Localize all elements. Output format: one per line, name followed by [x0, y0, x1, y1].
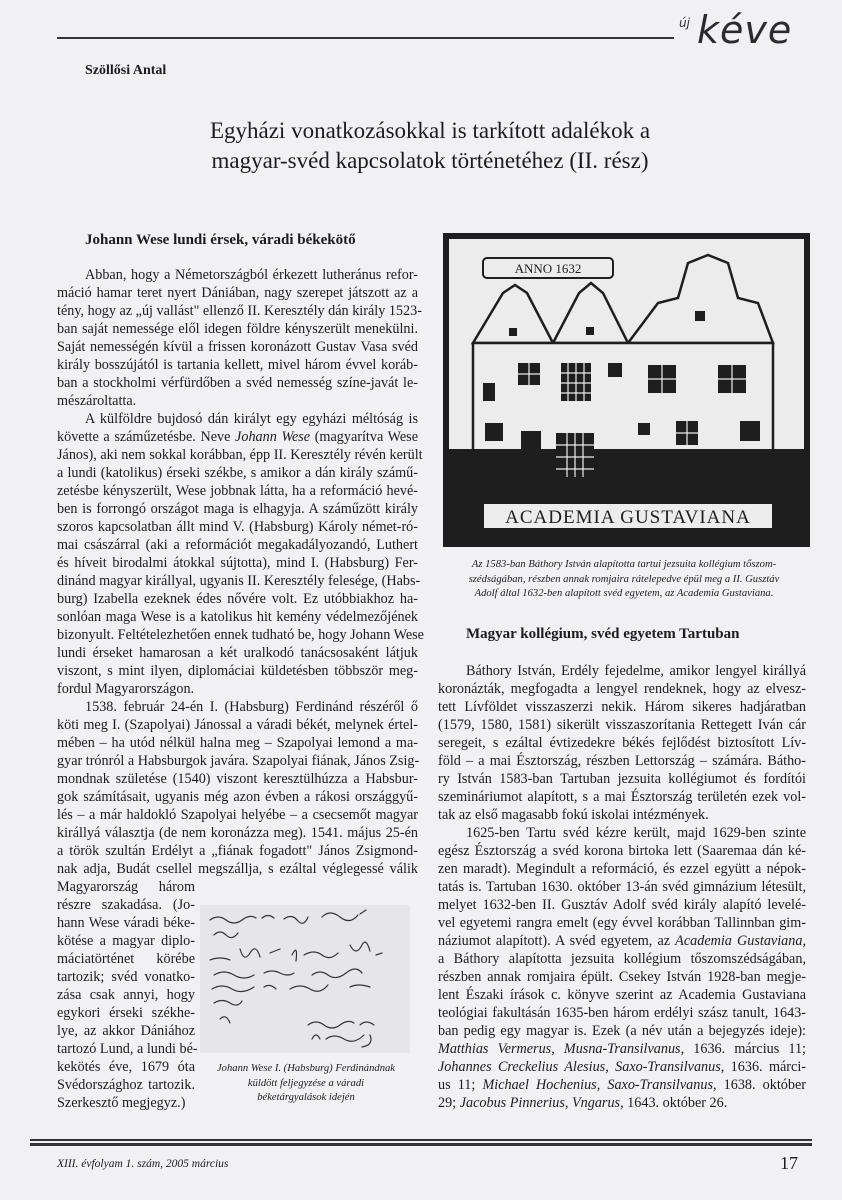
text-line: (1579, 1580, 1581) sikerült visszaszorítania Rettegett Iván cár [438, 717, 806, 733]
italic-text: Michael Hochenius, Saxo-Transilvanus [482, 1077, 713, 1093]
text-line: szemináriumot alapított, s a mai Észtország területén ezek vol- [438, 789, 806, 805]
text-line: ban saját nemessége elől idegen földre kényszerült menekülni. [57, 321, 418, 337]
handwritten-note-image [200, 905, 410, 1053]
italic-text: Academia Gustaviana, [675, 933, 806, 949]
text-segment: us 11; [438, 1077, 483, 1093]
text-line: viszont, s mint ilyen, diplomáciai küldetésben többször meg- [57, 663, 418, 679]
text-line: zetésbe kényszerült, Wese jobbnak látta, ha a reformáció hevé- [57, 483, 418, 499]
footer-rule-top [30, 1139, 812, 1141]
caption-line: Johann Wese I. (Habsburg) Ferdinándnak [216, 1063, 395, 1074]
text-line: ry István 1583-ban Tartuban jezsuita kollégiumot és fordítói [438, 771, 806, 787]
text-line: bizonyult. Feltételezhetően ennek tudható be, hogy Johann Wese [57, 627, 424, 643]
text-line: János), aki nem sokkal korábban, épp II. Keresztély révén került [57, 447, 423, 463]
text-line: lye, az akkor Dániához [57, 1023, 195, 1039]
text-line: lundi érseket hamarosan a két uralkodó tanácsosaként látjuk [57, 645, 418, 661]
text-line [438, 1040, 806, 1058]
page-number: 17 [780, 1153, 798, 1173]
text-line: melyet 1632-ben II. Gusztáv Adolf svéd király alapító levelé- [438, 897, 806, 913]
italic-text: Matthias Vermerus, Musna-Transilvanus [438, 1041, 681, 1057]
text-line: A külföldre bujdosó dán királyt egy egyházi méltóság is [85, 411, 418, 427]
italic-text: Johann Wese [235, 429, 311, 445]
handwriting-scribble [200, 905, 410, 1053]
text-line [438, 932, 806, 950]
text-segment: , 1636. márci- [720, 1059, 806, 1075]
text-line: egész Észtország a svéd korona birtoka lett (Saaremaa dán ké- [438, 843, 806, 859]
title-line: Egyházi vonatkozásokkal is tarkított adalékok a [209, 118, 651, 143]
ribbon-text: ACADEMIA GUSTAVIANA [505, 507, 751, 528]
text-line: vel egyetemi rangra emelt (egy évvel korábban Tallinnban gim- [438, 915, 806, 931]
text-line: és híveit birodalmi átokkal sújtotta), mind I. (Habsburg) Fer- [57, 555, 418, 571]
text-line: királlyá választja (de nem koronázza meg). 1541. május 25-én [57, 825, 418, 841]
text-segment: náziumot alapított). A svéd egyetem, az [438, 933, 676, 949]
text-line: ban a stockholmi vérfürdőben a svéd nemesség színe-javát le- [57, 375, 418, 391]
text-line: seregeit, s ezáltal évtizedekre békés fejlődést biztosított Lív- [438, 735, 806, 751]
caption-line: küldött feljegyzése a váradi [247, 1077, 365, 1089]
text-line: király bosszújától is tartania kellett, mivel három évvel koráb- [57, 357, 418, 373]
text-line: koronázták, megfogadta a lengyel rendeknek, hogy az elvesz- [438, 681, 806, 697]
italic-text: Johannes Creckelius Alesius, Saxo-Transilvanus [438, 1059, 721, 1075]
text-line: Saját nemességén kívül a frissen koronázott Gustav Vasa svéd [57, 339, 418, 355]
text-line: gok számításait, ugyanis még azon évben a rákosi országgyű- [57, 789, 418, 805]
text-line: máciatörténet körébe [57, 951, 195, 967]
text-line: a török szultán Erdélyt a „fiának fogadott" János Zsigmond- [57, 843, 418, 859]
left-column-text [57, 266, 424, 878]
section-heading-right: Magyar kollégium, svéd egyetem Tartuban [466, 626, 740, 642]
text-line: sonlóan maga Wese is a katolikus hit kemény védelmezőjének [57, 609, 418, 625]
text-line [57, 428, 418, 446]
text-line: fordul Magyarországon. [57, 681, 195, 697]
left-narrow-text [57, 878, 198, 1112]
text-segment: követte a száműzetésbe. Neve [57, 429, 236, 445]
text-line: Abban, hogy a Németországból érkezett lutheránus refor- [85, 267, 418, 283]
footer-rule-bottom [30, 1143, 812, 1146]
text-segment: , 1636. március 11; [680, 1041, 807, 1057]
text-line: nak adja, Budát csellel megszállja, s ezáltal véglegessé válik [57, 861, 418, 877]
text-line: dinánd magyar királlyal, ugyanis II. Keresztély felesége, (Habs- [57, 573, 421, 589]
text-line: részben annak romjaira épült. Csekey István 1928-ban megje- [438, 969, 806, 985]
caption-line: Az 1583-ban Báthory István alapította tartui jezsuita kollégium tőszom- [471, 559, 777, 570]
text-line: tett Lívföldet visszaszerzi nekik. Három sikeres hadjáratban [438, 699, 806, 715]
text-line: Magyarország három [57, 879, 195, 895]
text-line: kötése a magyar diplo- [57, 933, 195, 949]
text-line: tak az első magasabb fokú iskolai intézmények. [438, 807, 709, 823]
section-heading-left: Johann Wese lundi érsek, váradi békekötő [85, 232, 356, 248]
text-line: szoros kapcsolatban állt mind V. (Habsburg) Károly német-ró- [57, 519, 418, 535]
text-line: hann Wese váradi béke- [57, 915, 195, 931]
text-line: Szerkesztő megjegyz.) [57, 1095, 186, 1111]
text-line: 1538. február 24-én I. (Habsburg) Ferdinánd részéről ő [85, 699, 418, 715]
text-line: gyar trónról a Habsburgok javára. Szapolyai fiának, János Zsig- [57, 753, 420, 769]
text-line: tény, hogy az „új vallást" ellenző II. Keresztély dán király 1523- [57, 303, 422, 319]
text-line: lés – a már haldokló Szapolyai helyébe – a csecsemőt magyar [57, 807, 418, 823]
text-segment: , 1638. október [712, 1077, 806, 1093]
academia-gustaviana-engraving [443, 233, 810, 547]
text-line: Svédországhoz tartozik. [57, 1077, 195, 1093]
text-line: tartozik; svéd vonatko- [57, 969, 195, 985]
text-line: teológiai fakultásán 1635-ben három erdélyi szász tanult, 1643- [438, 1005, 806, 1021]
issue-info: XIII. évfolyam 1. szám, 2005 március [57, 1158, 229, 1170]
text-line: zása csak annyi, hogy [57, 987, 195, 1003]
text-line: máció hamar teret nyert Dániában, nagy szerepet játszott az a [57, 285, 418, 301]
text-line: Báthory István, Erdély fejedelme, amikor lengyel királlyá [466, 663, 806, 679]
text-line: 1625-ben Tartu svéd kézre került, majd 1629-ben szinte [466, 825, 806, 841]
logo-small-text: új [679, 16, 690, 30]
handwriting-caption [200, 1062, 412, 1106]
text-line: ban pedig egy magyar is. Ezek (a név után a bejegyzés ideje): [438, 1023, 806, 1039]
text-line: mészároltatta. [57, 393, 137, 409]
caption-line: szédságában, részben annak romjaira rátelepedve épül meg a II. Gusztáv [468, 573, 780, 585]
article-title [120, 116, 740, 176]
text-line: burg) Izabella ezeknek édes nővére volt. Ez utóbbiakhoz ha- [57, 591, 418, 607]
article-author: Szöllősi Antal [85, 63, 167, 78]
engraving-caption [438, 558, 810, 602]
text-line [438, 1058, 806, 1076]
text-segment: 29; [438, 1095, 460, 1111]
text-line: köti meg I. (Szapolyai) Jánossal a váradi békét, melynek értel- [57, 717, 418, 733]
text-line: ben is forrongó országot maga is elhagyja. A száműzött király [57, 501, 418, 517]
text-line: részre szakadása. (Jo- [57, 897, 195, 913]
text-line: a Báthory alapította jezsuita kollégium tőszomszédságában, [438, 951, 806, 967]
banner-text: ANNO 1632 [514, 261, 582, 276]
text-line: zen maradt). Megindult a reformáció, és ezzel együtt a népok- [438, 861, 806, 877]
building-illustration [443, 233, 810, 547]
text-line [438, 1094, 806, 1112]
caption-line: Adolf által 1632-ben alapított svéd egyetem, az Academia Gustaviana. [474, 588, 774, 599]
text-line: a lundi (katolikus) érseki székbe, s amikor a dán király számű- [57, 465, 418, 481]
text-line: föld – a mai Észtország, részben Lettország – számára. Bátho- [438, 753, 806, 769]
text-segment: , 1643. október 26. [620, 1095, 728, 1111]
magazine-logo: kéve [697, 8, 793, 52]
italic-text: Jacobus Pinnerius, Vngarus [459, 1095, 621, 1111]
text-line: tartozó Lund, a lundi bé- [57, 1041, 198, 1057]
text-line: kekötés éve, 1679 óta [57, 1059, 195, 1075]
text-segment: (magyarítva Wese [310, 429, 418, 445]
text-line [438, 1076, 806, 1094]
title-line: magyar-svéd kapcsolatok történetéhez (II. rész) [211, 148, 649, 173]
text-line: tatás is. Tartuban 1630. október 13-án svéd gimnázium létesült, [438, 879, 806, 895]
text-line: mondnak születése (1540) viszont keresztülhúzza a Habsbur- [57, 771, 418, 787]
text-line: mében – ha utód nélkül halna meg – Szapolyai lemond a ma- [57, 735, 418, 751]
caption-line: béketárgyalások idején [257, 1092, 355, 1103]
header-rule [57, 37, 674, 39]
text-line: mai császárral (aki a reformációt megakadályozandó, Luthert [57, 537, 418, 553]
text-line: lent Északi írások c. könyve szerint az Academia Gustaviana [438, 987, 806, 1003]
right-column-text [438, 662, 806, 1112]
text-line: egykori érseki székhe- [57, 1005, 195, 1021]
